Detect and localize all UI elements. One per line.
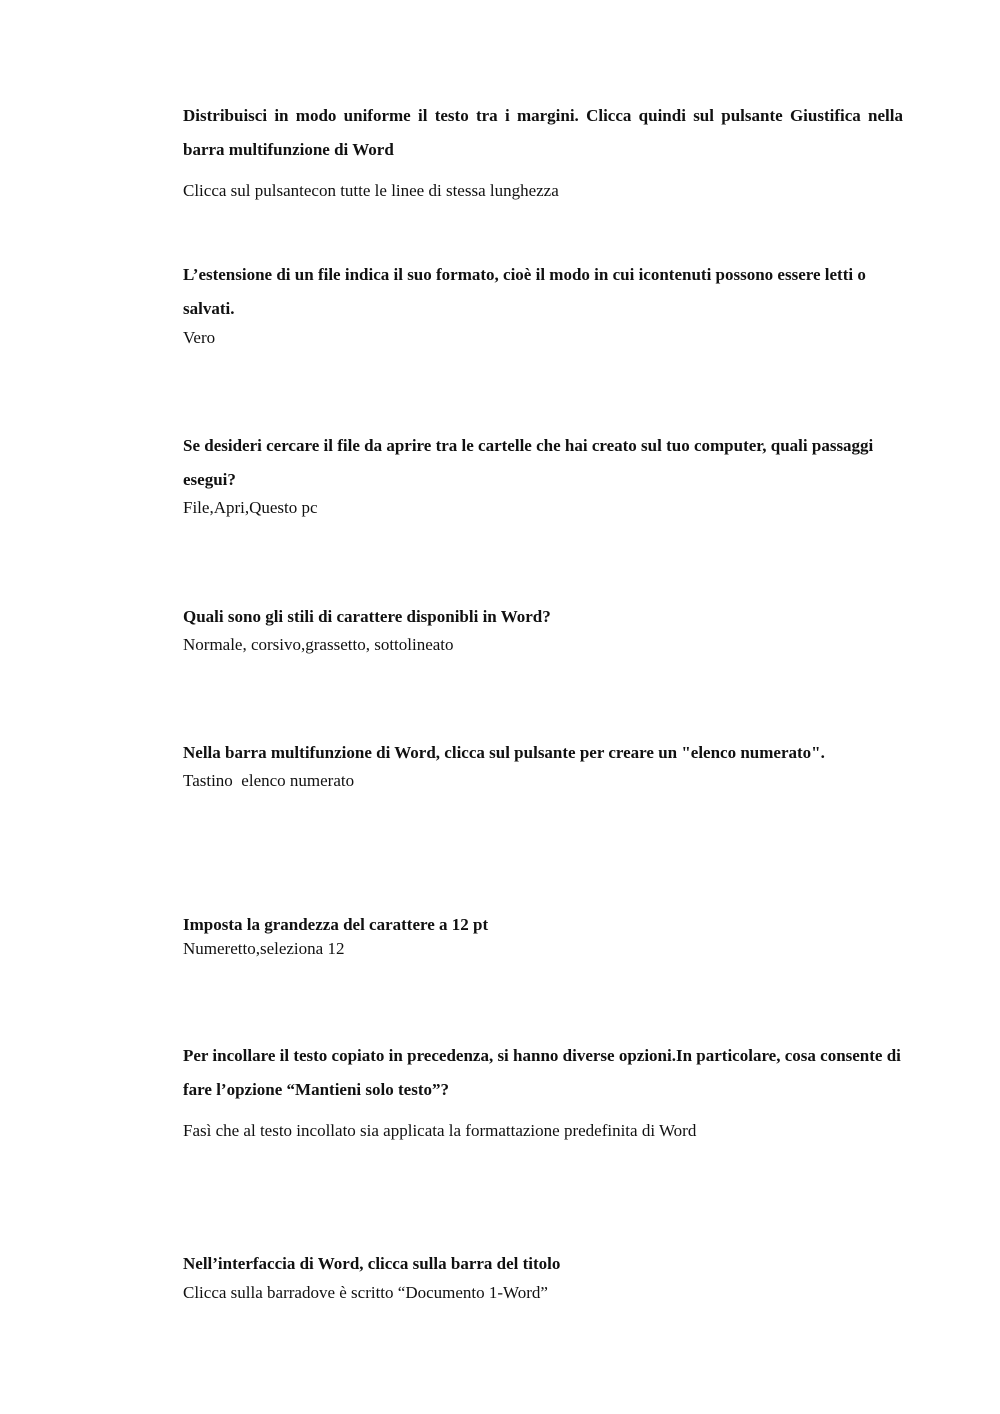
qa-item-7 — [183, 1039, 903, 1142]
answer-text: Numeretto,seleziona 12 — [183, 939, 345, 958]
answer-text: Tastino elenco numerato — [183, 771, 355, 790]
qa-item-2 — [183, 258, 903, 349]
question-text: Per incollare il testo copiato in precedenza, si hanno diverse opzioni.In particolare, cosa consente di fare l’opzione “Mantieni solo testo”? — [183, 1046, 901, 1099]
qa-item-1 — [183, 99, 903, 202]
question-text: Distribuisci in modo uniforme il testo tra i margini. Clicca quindi sul pulsante Giustifica nella barra multifunzione di Word — [183, 106, 903, 159]
answer-text: Clicca sulla barradove è scritto “Documento 1-Word” — [183, 1283, 548, 1302]
answer-text: Vero — [183, 328, 216, 347]
question-text: Quali sono gli stili di carattere disponibli in Word? — [183, 607, 551, 626]
question-text: Nella barra multifunzione di Word, clicca sul pulsante per creare un "elenco numerato". — [183, 743, 825, 762]
question-text: Nell’interfaccia di Word, clicca sulla barra del titolo — [183, 1254, 561, 1273]
answer-text: Fasì che al testo incollato sia applicata la formattazione predefinita di Word — [183, 1121, 697, 1140]
qa-item-8 — [183, 1247, 903, 1304]
answer-text: Normale, corsivo,grassetto, sottolineato — [183, 635, 454, 654]
qa-item-3 — [183, 429, 903, 519]
question-text: Se desideri cercare il file da aprire tra le cartelle che hai creato sul tuo computer, quali passaggi esegui? — [183, 436, 874, 489]
question-text: L’estensione di un file indica il suo formato, cioè il modo in cui icontenuti possono essere letti o salvati. — [183, 265, 866, 318]
question-text: Imposta la grandezza del carattere a 12 pt — [183, 915, 489, 934]
answer-text: File,Apri,Questo pc — [183, 498, 318, 517]
qa-item-6 — [183, 913, 903, 961]
answer-text: Clicca sul pulsantecon tutte le linee di stessa lunghezza — [183, 181, 559, 200]
qa-item-5 — [183, 736, 903, 792]
qa-item-4 — [183, 600, 903, 656]
